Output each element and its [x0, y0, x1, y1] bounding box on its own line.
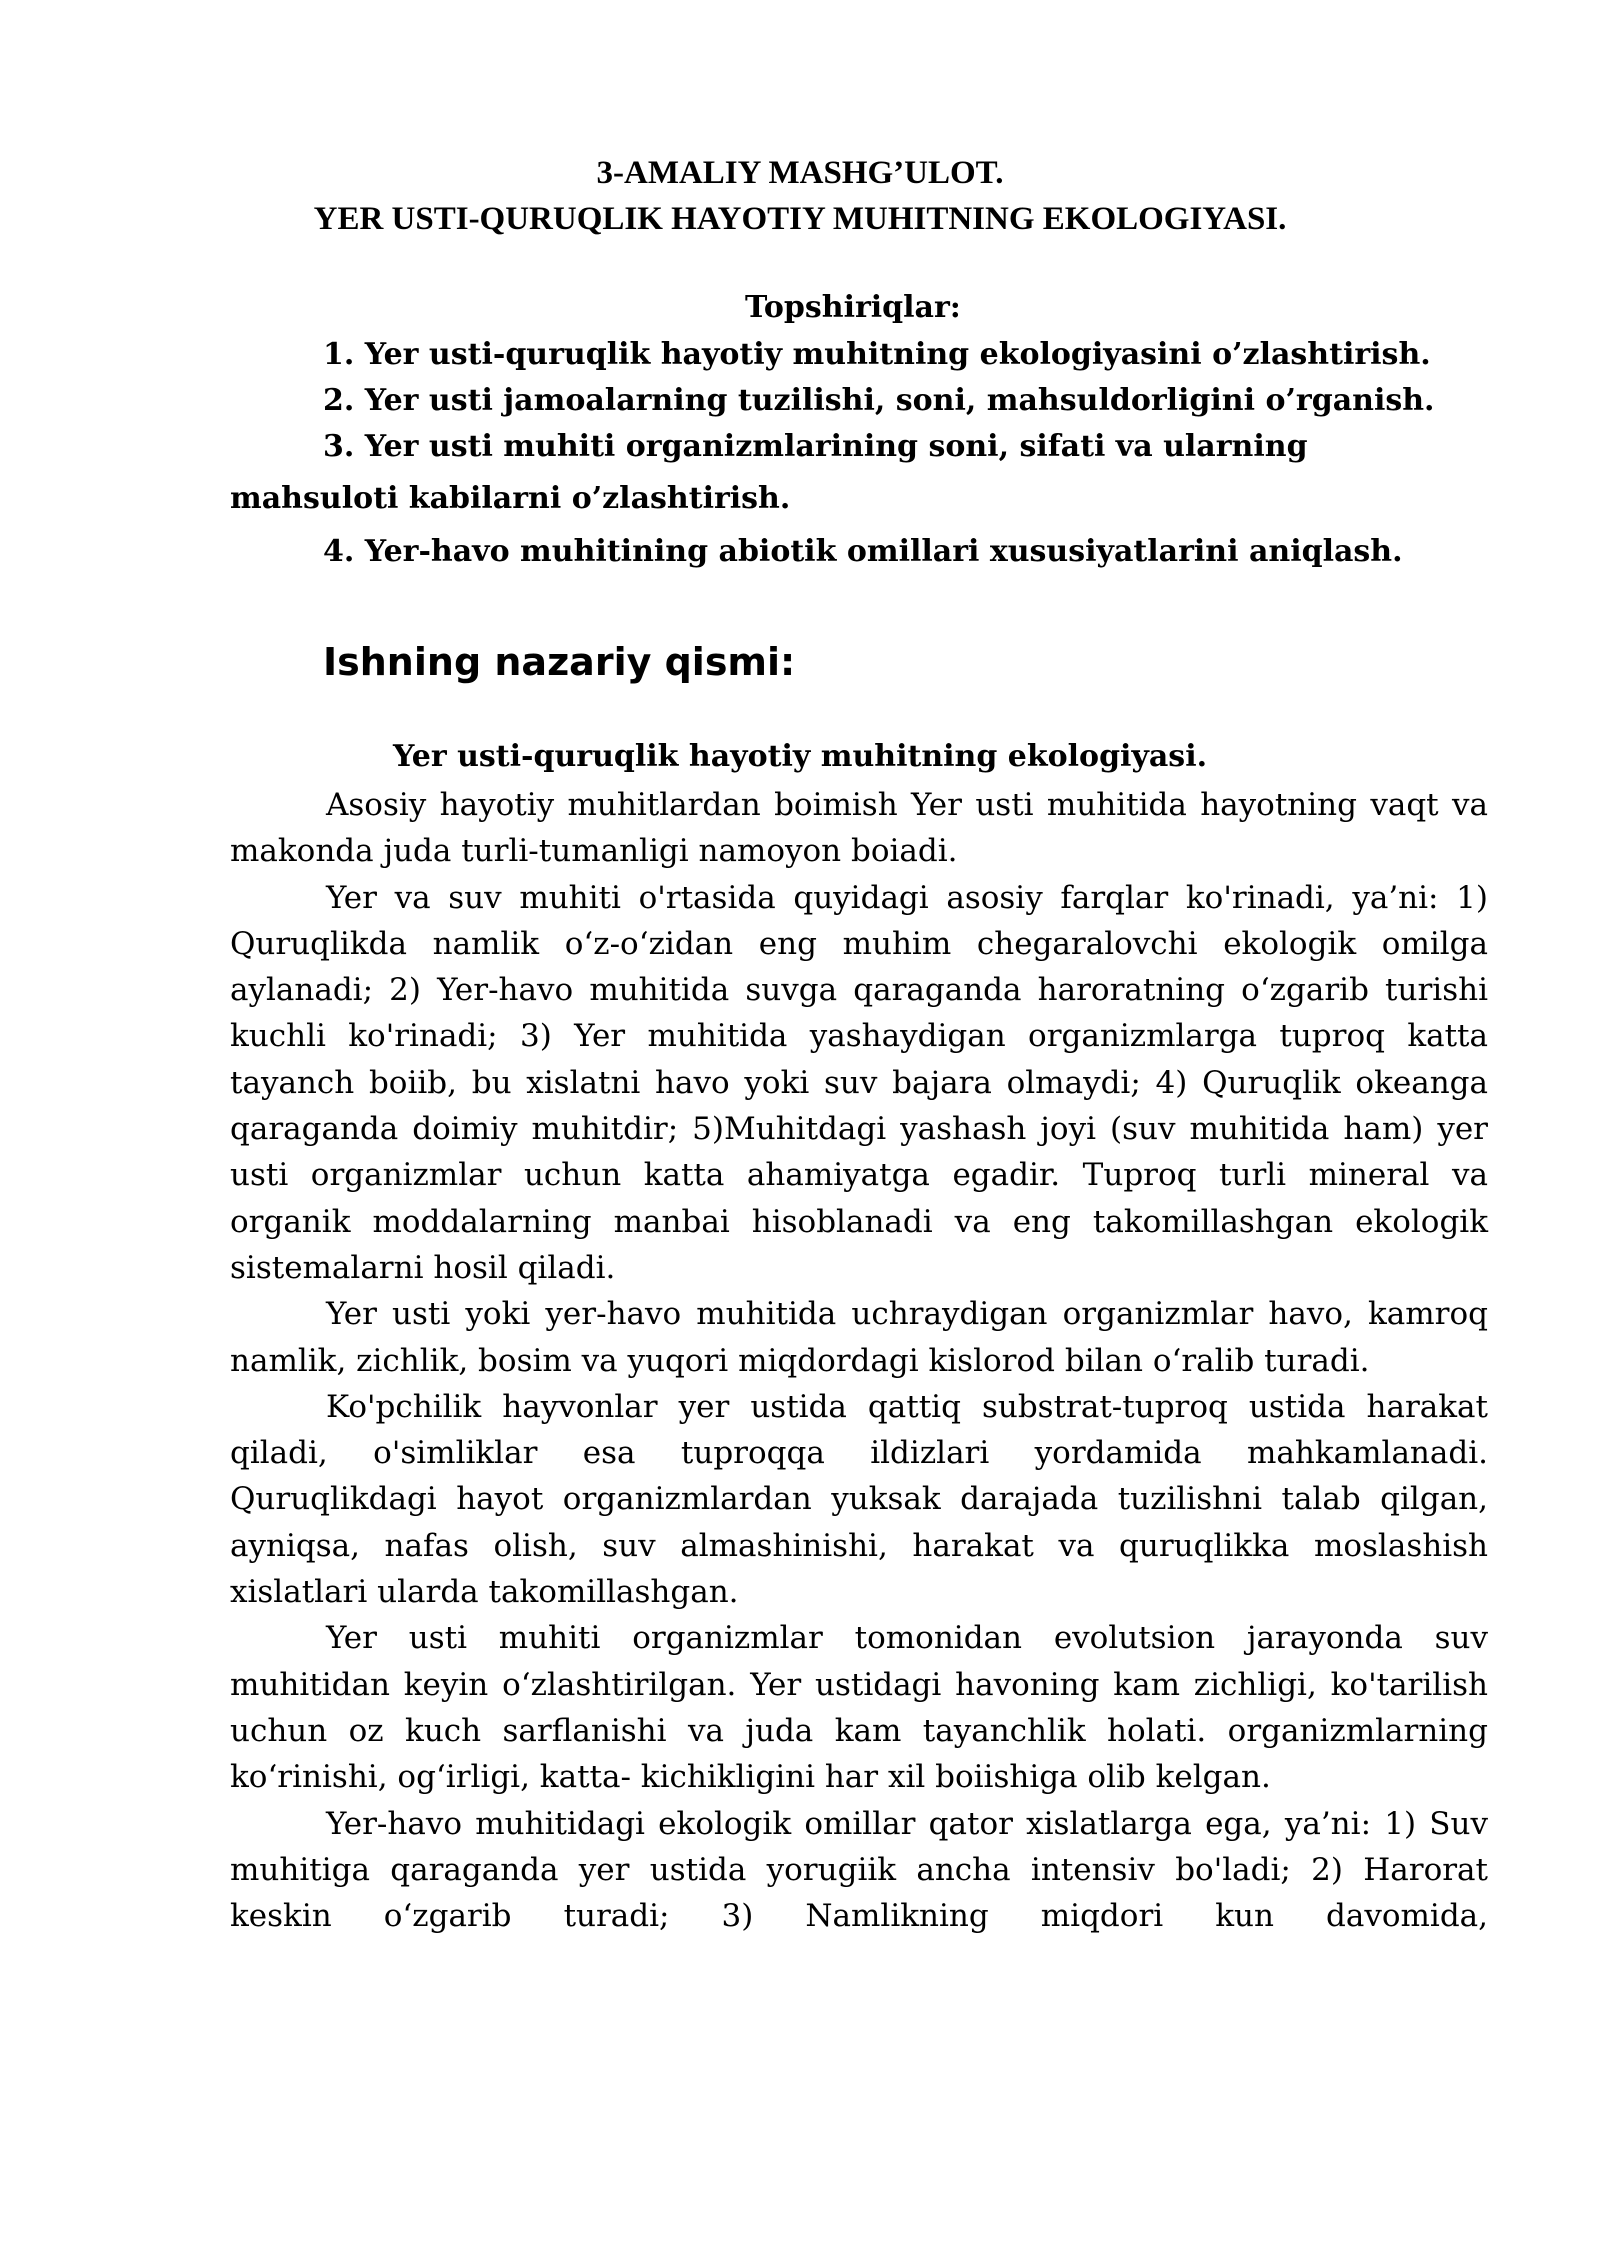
task-item-1: 1. Yer usti-quruqlik hayotiy muhitning ekologiyasini o’zlashtirish.	[323, 337, 1431, 372]
section-heading: Ishning nazariy qismi:	[323, 640, 796, 684]
tasks-heading: Topshiriqlar:	[745, 290, 961, 325]
document-subtitle: YER USTI-QURUQLIK HAYOTIY MUHITNING EKOLOGIYASI.	[313, 201, 1287, 237]
task-item-3: 3. Yer usti muhiti organizmlarining soni, sifati va ularning	[323, 429, 1308, 464]
body-text	[230, 782, 1488, 1939]
paragraph: Asosiy hayotiy muhitlardan boimish Yer usti muhitida hayotning vaqt va makonda juda turli-tumanligi namoyon boiadi.	[230, 787, 1488, 870]
paragraph: Ko'pchilik hayvonlar yer ustida qattiq substrat-tuproq ustida harakat qiladi, o'simliklar esa tuproqqa ildizlari yordamida mahkamlanadi. Quruqlikdagi hayot organizmlardan yuksak darajada tuzilishni talab qilgan, ayniqsa, nafas olish, suv almashinishi, harakat va quruqlikka moslashish xislatlari ularda takomillashgan.	[230, 1388, 1488, 1611]
paragraph: Yer-havo muhitidagi ekologik omillar qator xislatlarga ega, ya’ni: 1) Suv muhitiga qaraganda yer ustida yorugiik ancha intensiv bo'ladi; 2) Harorat keskin o‘zgarib turadi; 3) Namlikning miqdori kun davomida,	[230, 1805, 1488, 1935]
paragraph: Yer usti muhiti organizmlar tomonidan evolutsion jarayonda suv muhitidan keyin o‘zlashtirilgan. Yer ustidagi havoning kam zichligi, ko'tarilish uchun oz kuch sarflanishi va juda kam tayanchlik holati. organizmlarning ko‘rinishi, og‘irligi, katta- kichikligini har xil boiishiga olib kelgan.	[230, 1620, 1488, 1796]
section-subheading: Yer usti-quruqlik hayotiy muhitning ekologiyasi.	[392, 739, 1208, 774]
task-item-4: 4. Yer-havo muhitining abiotik omillari xususiyatlarini aniqlash.	[323, 534, 1403, 569]
paragraph: Yer va suv muhiti o'rtasida quyidagi asosiy farqlar ko'rinadi, ya’ni: 1) Quruqlikda namlik o‘z-o‘zidan eng muhim chegaralovchi ekologik omilga aylanadi; 2) Yer-havo muhitida suvga qaraganda haroratning o‘zgarib turishi kuchli ko'rinadi; 3) Yer muhitida yashaydigan organizmlarga tuproq katta tayanch boiib, bu xislatni havo yoki suv bajara olmaydi; 4) Quruqlik okeanga qaraganda doimiy muhitdir; 5)Muhitdagi yashash joyi (suv muhitida ham) yer usti organizmlar uchun katta ahamiyatga egadir. Tuproq turli mineral va organik moddalarning manbai hisoblanadi va eng takomillashgan ekologik sistemalarni hosil qiladi.	[230, 879, 1488, 1286]
document-title: 3-AMALIY MASHG’ULOT.	[596, 155, 1004, 191]
paragraph: Yer usti yoki yer-havo muhitida uchraydigan organizmlar havo, kamroq namlik, zichlik, bosim va yuqori miqdordagi kislorod bilan o‘ralib turadi.	[230, 1296, 1488, 1379]
task-item-2: 2. Yer usti jamoalarning tuzilishi, soni, mahsuldorligini o’rganish.	[323, 383, 1435, 418]
task-item-3-continuation: mahsuloti kabilarni o’zlashtirish.	[230, 481, 791, 516]
